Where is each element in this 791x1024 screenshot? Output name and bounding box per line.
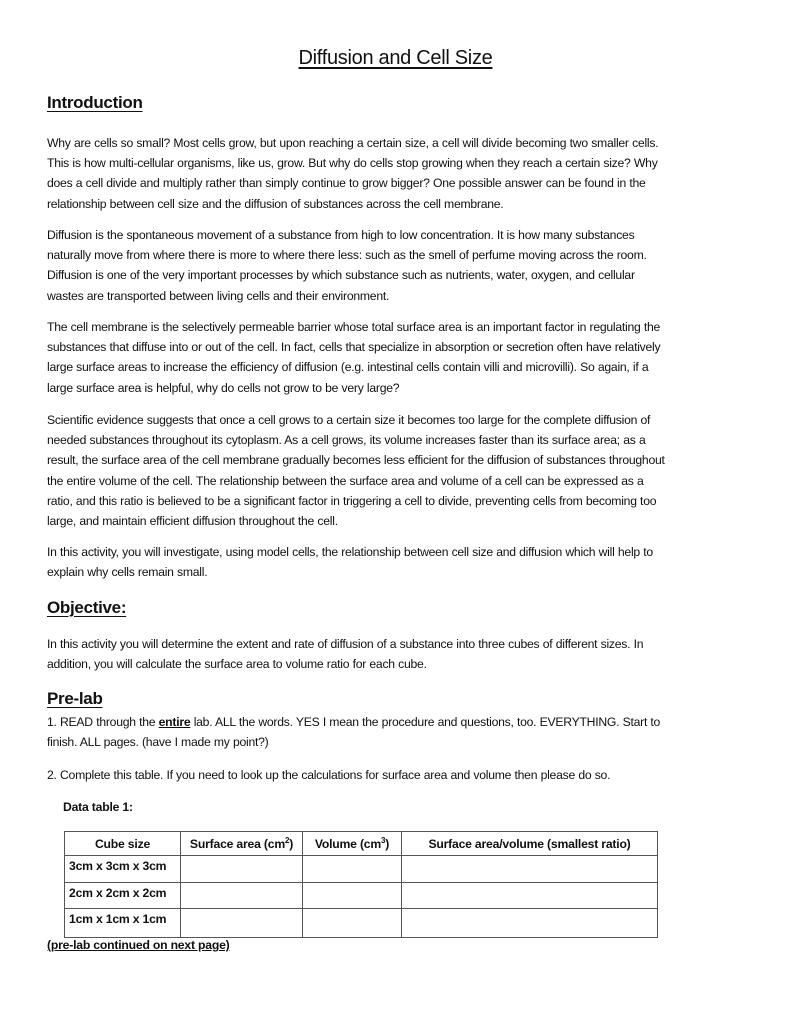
intro-paragraph-4	[47, 410, 747, 531]
header-surface-area-text: Surface area (cm	[189, 836, 285, 851]
data-table-label: Data table 1:	[63, 800, 133, 814]
text-line: In this activity you will determine the extent and rate of diffusion of a substance into three cubes of different sizes. In	[47, 637, 644, 651]
text-line: the entire volume of the cell. The relationship between the surface area and volume of a cell can be expressed as a	[47, 473, 644, 488]
cell-volume[interactable]	[303, 856, 402, 883]
table-header-row	[65, 832, 658, 856]
superscript: 2	[284, 835, 290, 845]
text-line: In this activity, you will investigate, using model cells, the relationship between cell size and diffusion which will help to	[47, 545, 653, 559]
cell-cube-size: 1cm x 1cm x 1cm	[65, 909, 181, 938]
entire-emphasis: entire	[158, 715, 191, 729]
data-table-1	[64, 831, 658, 938]
text-line	[47, 712, 747, 732]
text-line: addition, you will calculate the surface area to volume ratio for each cube.	[47, 657, 427, 672]
text-line: wastes are transported between living cells and their environment.	[47, 288, 390, 303]
header-surface-area: Surface area $(cm^2)$	[181, 832, 303, 856]
text-line: Diffusion is the spontaneous movement of a substance from high to low concentration. It is how many substances	[47, 228, 635, 242]
cell-volume[interactable]	[303, 909, 402, 938]
table-row	[65, 883, 658, 909]
text-line: needed substances throughout its cytoplasm. As a cell grows, its volume increases faster than its surface area; as a	[47, 433, 646, 448]
text-line: Scientific evidence suggests that once a cell grows to a certain size it becomes too large for the complete diffusion of	[47, 413, 651, 427]
text-line: result, the surface area of the cell membrane gradually becomes less efficient for the diffusion of substances throughout	[47, 453, 665, 468]
text-line: explain why cells remain small.	[47, 565, 208, 580]
cell-surface-area[interactable]	[181, 883, 303, 909]
continued-note: (pre-lab continued on next page)	[47, 938, 230, 952]
text-line: does a cell divide and multiply rather than simply continue to grow bigger? One possible answer can be found in the	[47, 176, 646, 191]
cell-surface-area[interactable]	[181, 856, 303, 883]
text-line: 2. Complete this table. If you need to look up the calculations for surface area and volume then please do so.	[47, 768, 611, 782]
header-volume-text: Volume (cm	[314, 836, 382, 851]
introduction-heading: Introduction	[47, 93, 143, 112]
text-line: Why are cells so small? Most cells grow, but upon reaching a certain size, a cell will divide becoming two smaller cells.	[47, 136, 659, 150]
header-volume: Volume $(cm^3)$	[303, 832, 402, 856]
superscript: 3	[381, 835, 386, 845]
text-line: large, and maintain efficient diffusion throughout the cell.	[47, 514, 338, 529]
text-line: ratio, and this ratio is believed to be a significant factor in triggering a cell to divide, preventing cells from becoming too	[47, 493, 657, 508]
text-line: The cell membrane is the selectively permeable barrier whose total surface area is an important factor in regulating the	[47, 320, 661, 334]
text-line: large surface areas to increase the efficiency of diffusion (e.g. intestinal cells contain villi and microvilli). So again, if a	[47, 360, 649, 375]
prelab-heading: Pre-lab	[47, 689, 103, 708]
header-ratio: Surface area/volume (smallest ratio)	[402, 832, 658, 856]
intro-paragraph-1	[47, 133, 747, 214]
intro-paragraph-2	[47, 225, 747, 306]
text-line: naturally move from where there is more to where there less: such as the smell of perfume moving across the room.	[47, 248, 647, 263]
text-line: relationship between cell size and the diffusion of substances across the cell membrane.	[47, 196, 504, 211]
objective-paragraph	[47, 634, 747, 674]
cell-volume[interactable]	[303, 883, 402, 909]
cell-cube-size: 3cm x 3cm x 3cm	[65, 856, 181, 883]
cell-cube-size: 2cm x 2cm x 2cm	[65, 883, 181, 909]
prelab-item-1	[47, 712, 747, 752]
text-line: large surface area is helpful, why do cells not grow to be very large?	[47, 380, 400, 395]
table-row	[65, 909, 658, 938]
cell-ratio[interactable]	[402, 883, 658, 909]
cell-ratio[interactable]	[402, 856, 658, 883]
table-row	[65, 856, 658, 883]
document-title: Diffusion and Cell Size	[298, 47, 493, 69]
objective-heading: Objective:	[47, 598, 127, 617]
text-line: Diffusion is one of the very important processes by which substance such as nutrients, water, oxygen, and cellular	[47, 268, 635, 283]
intro-paragraph-3	[47, 317, 747, 398]
text-line: This is how multi-cellular organisms, like us, grow. But why do cells stop growing when they reach a certain size? Why	[47, 156, 658, 171]
item1-rest: lab. ALL the words. YES I mean the procedure and questions, too. EVERYTHING. Start to	[190, 715, 661, 729]
intro-paragraph-5	[47, 542, 747, 582]
item1-prefix: 1. READ through the	[47, 715, 159, 729]
prelab-item-2	[47, 765, 747, 785]
cell-surface-area[interactable]	[181, 909, 303, 938]
header-cube-size: Cube size	[65, 832, 181, 856]
cell-ratio[interactable]	[402, 909, 658, 938]
text-line: finish. ALL pages. (have I made my point?)	[47, 735, 269, 750]
text-line: substances that diffuse into or out of the cell. In fact, cells that specialize in absorption or secretion often have relatively	[47, 340, 661, 355]
